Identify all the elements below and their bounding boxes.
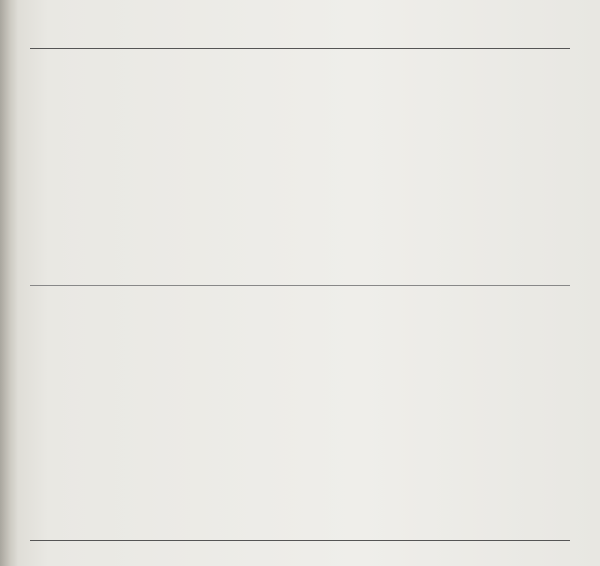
middle-divider <box>30 285 570 286</box>
book-gutter-shadow <box>0 0 18 566</box>
footer-rule <box>30 540 570 541</box>
header-rule <box>30 48 570 49</box>
